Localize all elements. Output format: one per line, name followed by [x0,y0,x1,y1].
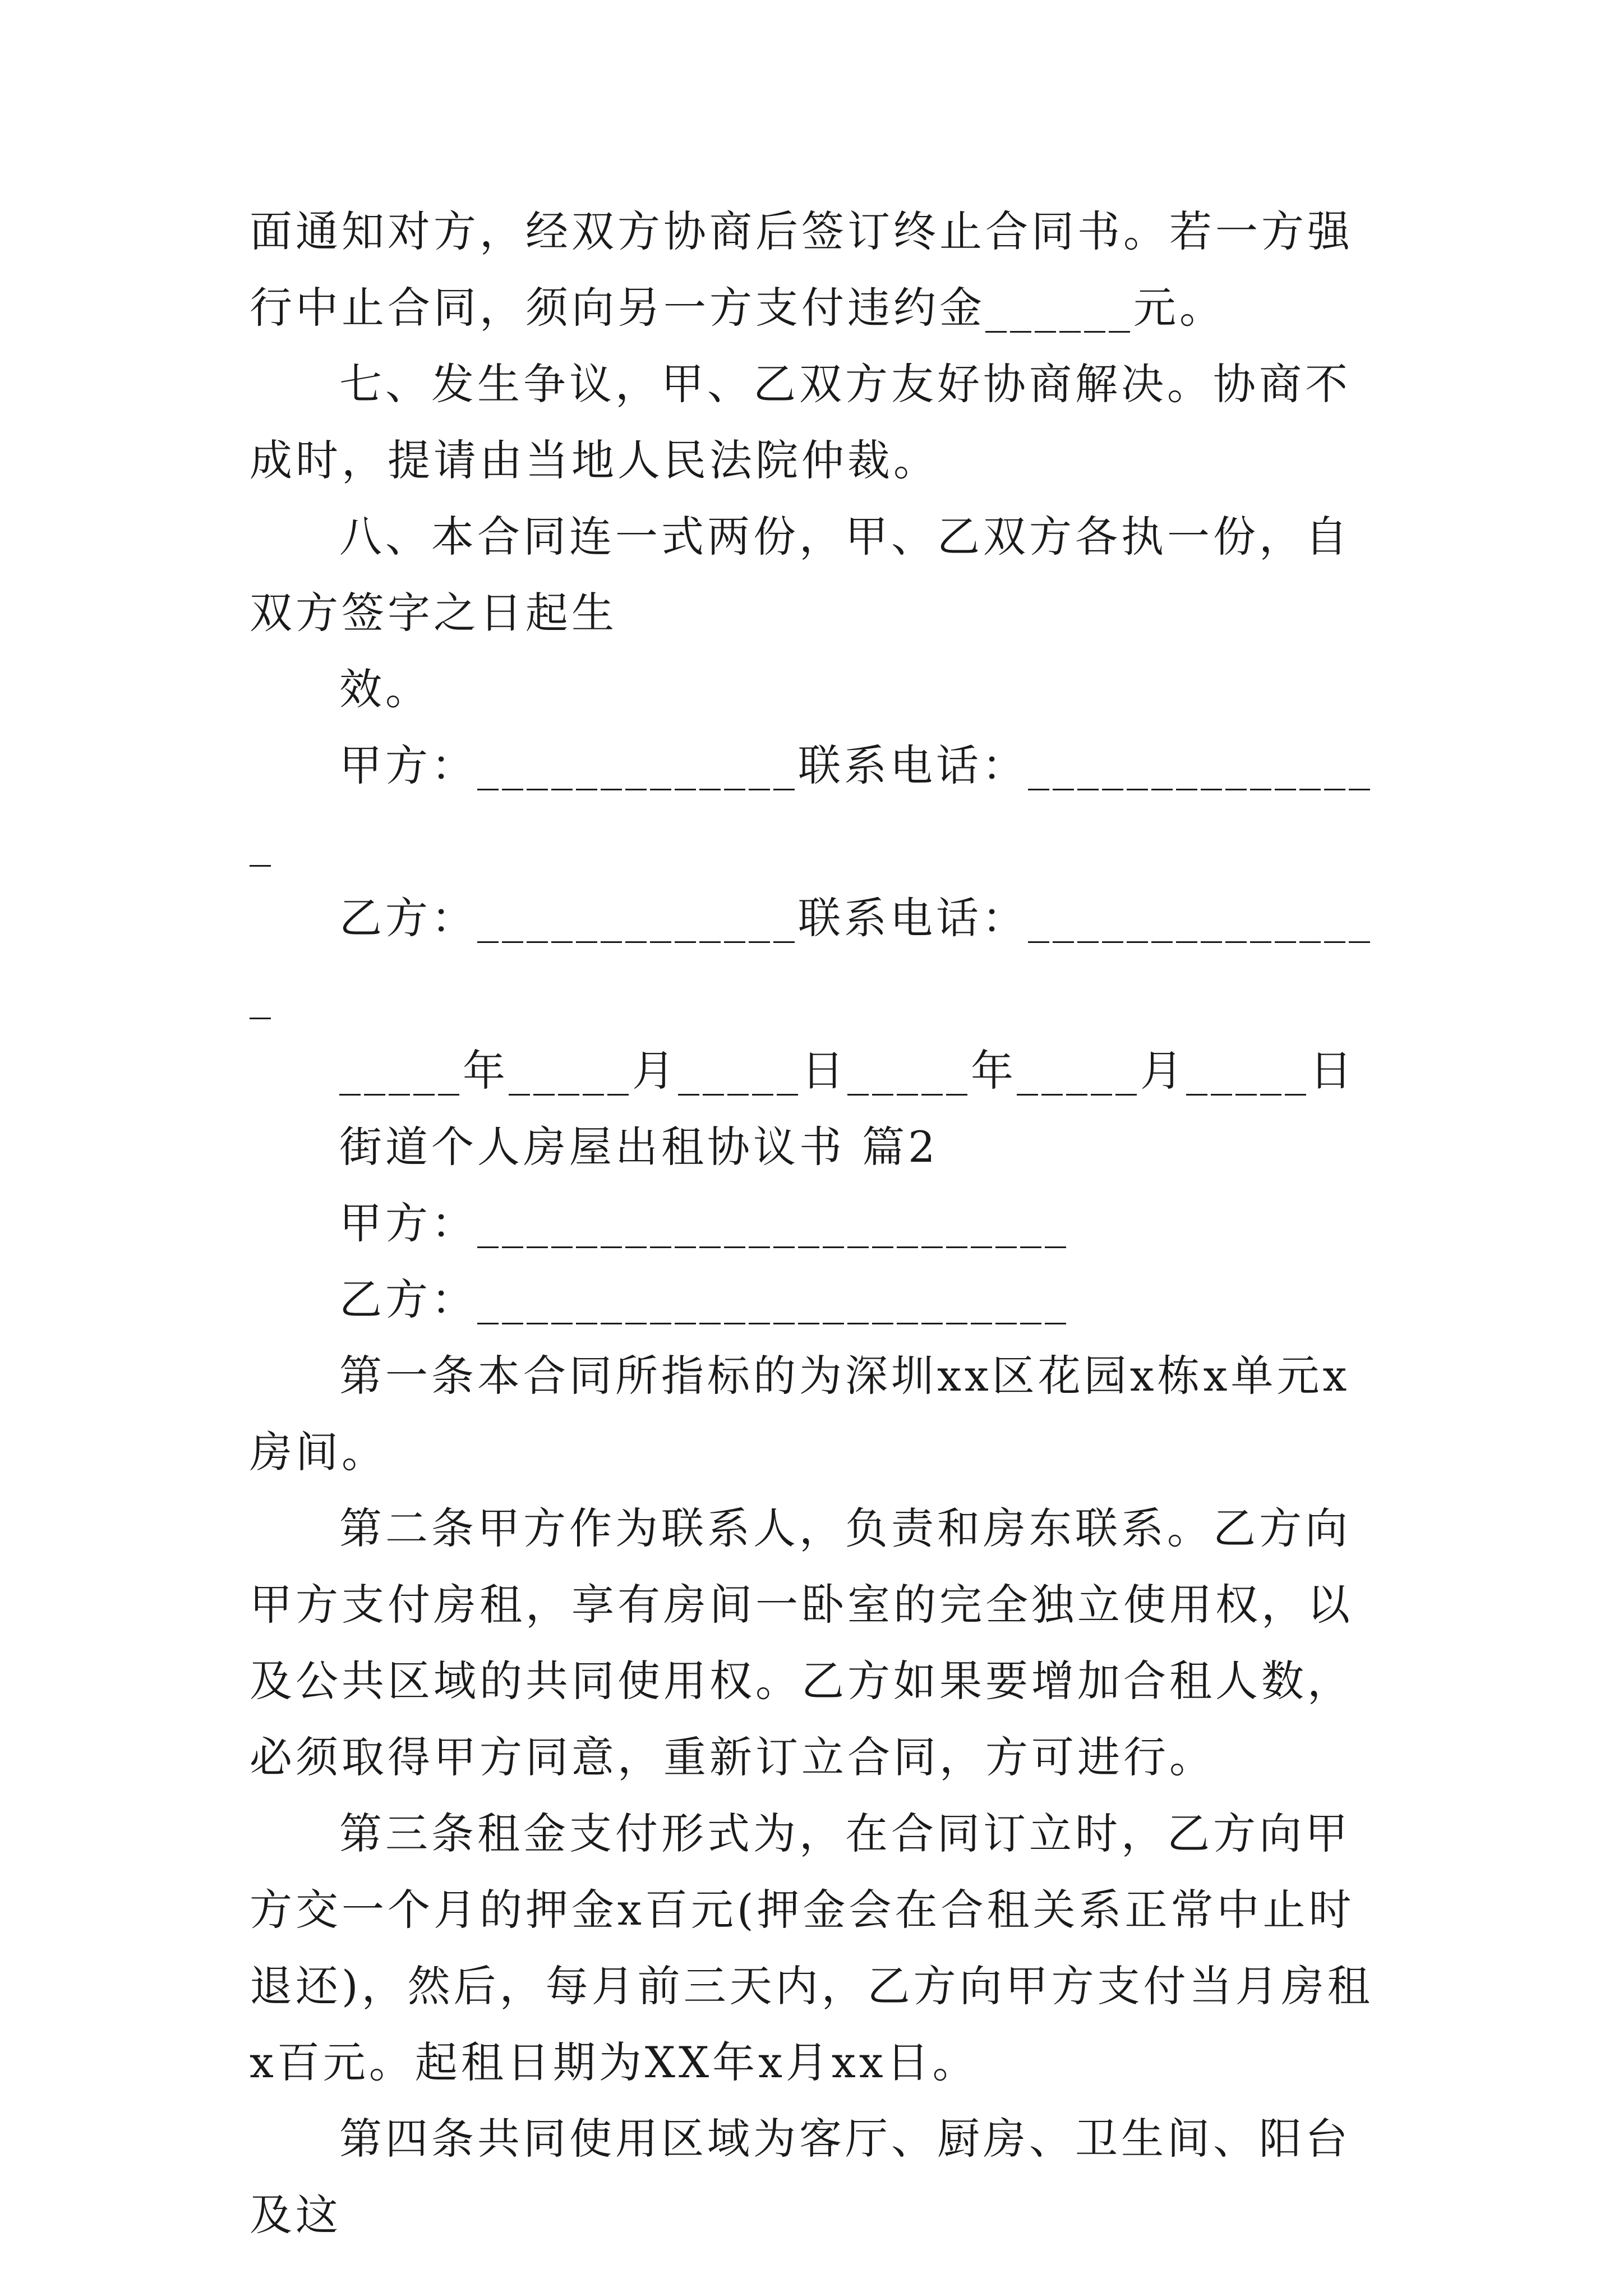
article-2: 第二条甲方作为联系人，负责和房东联系。乙方向甲方支付房租，享有房间一卧室的完全独立使用权，以及公共区域的共同使用权。乙方如果要增加合租人数，必须取得甲方同意，重新订立合同，方可进行。 [250,1503,1353,1782]
article-4: 第四条共同使用区域为客厅、厨房、卫生间、阳台及这 [250,2114,1351,2240]
section-heading: 街道个人房屋出租协议书 篇2 [339,1122,939,1172]
document-body [250,194,1382,2253]
party-b-line: 乙方：________________________ [339,1274,1069,1324]
paragraph-effective: 效。 [339,664,431,714]
party-b-signature-line: 乙方：_____________联系电话：_______________ [250,893,1373,1019]
paragraph-termination-clause: 面通知对方，经双方协商后签订终止合同书。若一方强行中止合同，须向另一方支付违约金______元。 [250,206,1353,333]
party-a-line: 甲方：________________________ [339,1198,1069,1248]
date-line: _____年_____月_____日_____年_____月_____日 [339,1046,1355,1096]
article-3: 第三条租金支付形式为，在合同订立时，乙方向甲方交一个月的押金x百元(押金会在合租关系正常中止时退还)，然后，每月前三天内，乙方向甲方支付当月房租x百元。起租日期为XX年x月xx日。 [250,1809,1373,2087]
party-a-signature-line: 甲方：_____________联系电话：_______________ [250,740,1373,867]
paragraph-dispute-clause: 七、发生争议，甲、乙双方友好协商解决。协商不成时，提请由当地人民法院仲裁。 [250,359,1351,485]
article-1: 第一条本合同所指标的为深圳xx区花园x栋x单元x房间。 [250,1351,1350,1477]
paragraph-copies-clause: 八、本合同连一式两份，甲、乙双方各执一份，自双方签字之日起生 [250,512,1351,638]
